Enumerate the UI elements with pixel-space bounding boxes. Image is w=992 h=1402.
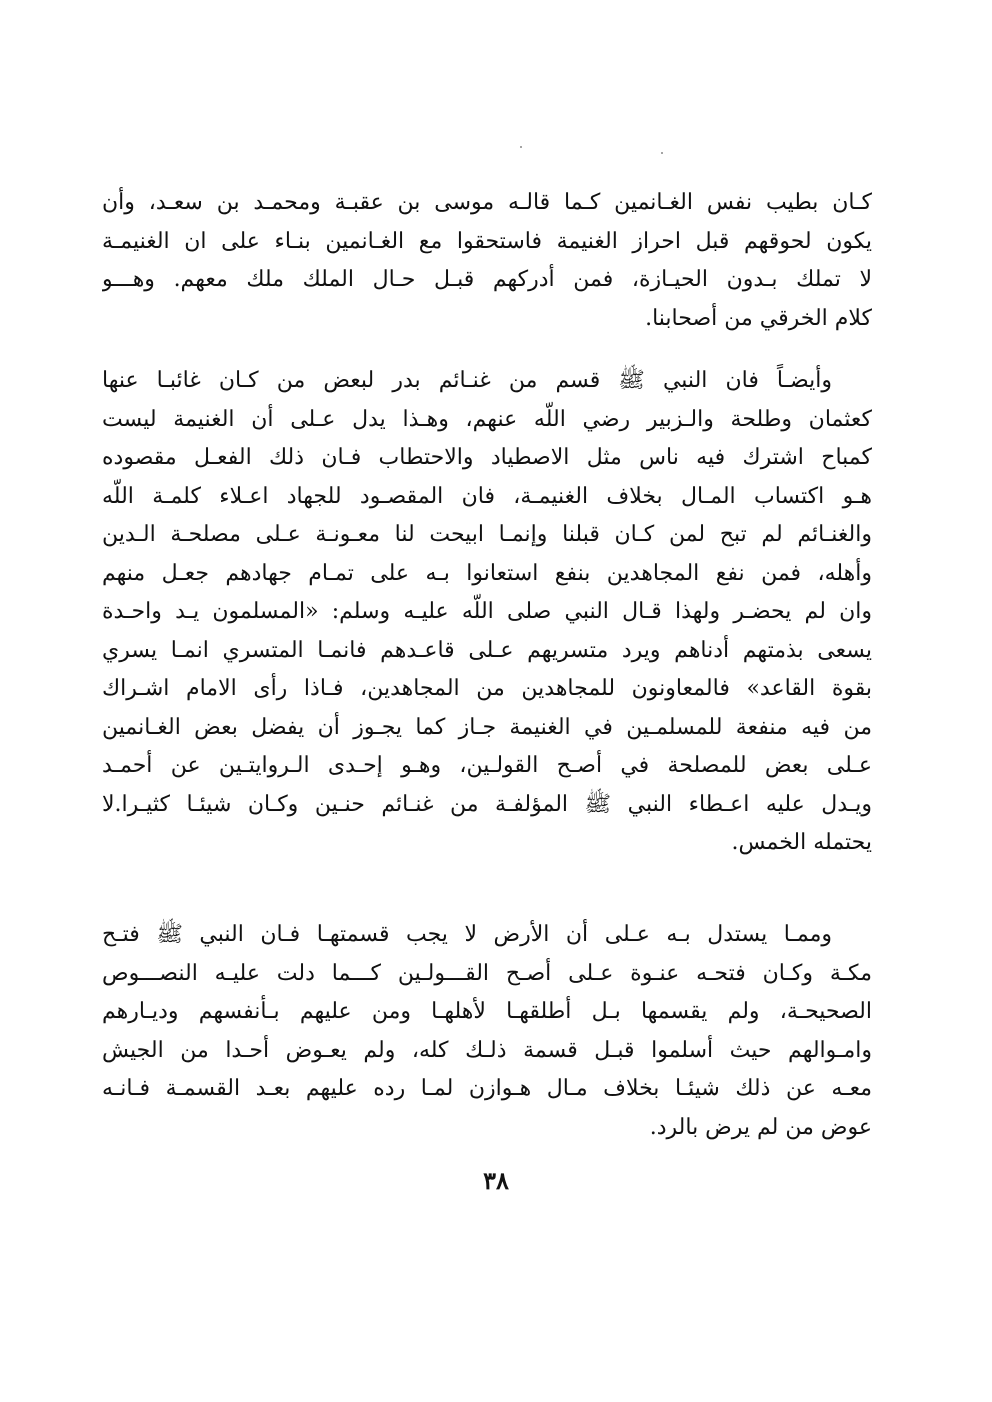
text-line: يكون لحوقهم قبل احراز الغنيمة فاستحقوا مع الغـانمين بنـاء على ان الغنيمـة — [102, 228, 872, 254]
text-line: مكـة وكـان فتحـه عنـوة عـلى أصـح القـــولـين كـــما دلت عليـه النصـــوص — [102, 960, 872, 986]
text-line: وامـوالهم حيث أسلموا قبـل قسمة ذلـك كله، ولم يعـوض أحـدا من الجيش — [102, 1037, 872, 1063]
text-line: وان لم يحضـر ولهذا قـال النبي صلى اللّه عليـه وسلم: «المسلمون يـد واحـدة — [102, 599, 872, 624]
text-line: كلام الخرقي من أصحابنا. — [645, 305, 872, 331]
text-line: يحتمله الخمس. — [731, 830, 872, 855]
paragraph-1 — [102, 184, 872, 338]
text-line: عـلى بعض للمصلحة في أصـح القولـين، وهـو إحـدى الـروايتـين عن أحمـد — [102, 753, 872, 778]
text-line: بقوة القاعد» فالمعاونون للمجاهدين من المجاهدين، فـاذا رأى الامام اشـراك — [102, 676, 872, 701]
text-line: كعثمان وطلحة والـزبير رضي اللّه عنهم، وهـذا يدل عـلى أن الغنيمة ليست — [102, 406, 872, 432]
paragraph-3 — [102, 916, 872, 1147]
text-line: كمباح اشترك فيه ناس مثل الاصطياد والاحتطاب فـان ذلك الفعـل مقصوده — [102, 445, 872, 470]
page-number: ٣٨ — [483, 1166, 509, 1195]
text-line: وأهله، فمن نفع المجاهدين بنفع استعانوا بـه على تمـام جهادهم جعـل منهم — [102, 560, 872, 586]
text-line: عوض من لم يرض بالرد. — [649, 1114, 872, 1140]
scan-speck — [661, 152, 663, 154]
text-line: يسعى بذمتهم أدناهم ويرد متسريهم عـلى قاعـدهم فانمـا المتسري انمـا يسري — [102, 637, 872, 663]
text-line: معـه عن ذلك شيئـا بخلاف مـال هـوازن لمـا رده عليهم بعـد القسمـة فـانـه — [102, 1076, 872, 1101]
text-line: لا تملك بـدون الحيـازة، فمن أدركهم قبـل حـال الملك ملك معهم. وهـــو — [102, 267, 872, 292]
text-line: كـان بطيب نفس الغـانمين كـما قالـه موسى بن عقبـة ومحمـد بن سعـد، وأن — [102, 190, 872, 215]
paragraph-2 — [102, 362, 872, 863]
text-line: والغنـائم لم تبح لمن كـان قبلنا وإنمـا ابيحت لنا معـونـة عـلى مصلحـة الـدين — [102, 522, 872, 547]
text-line: من فيه منفعة للمسلمـين في الغنيمة جـاز كما يجـوز أن يفضل بعض الغـانمين — [102, 714, 872, 740]
text-line: وممـا يستدل بـه عـلى أن الأرض لا يجب قسمتهـا فـان النبي ﷺ فتـح — [102, 922, 832, 947]
scan-speck — [520, 146, 522, 148]
text-line: وأيضـاً فان النبي ﷺ قسم من غنـائم بدر لبعض من كـان غائبـا عنها — [102, 368, 832, 393]
text-line: ويـدل عليه اعـطاء النبي ﷺ المؤلفـة من غنـائم حنـين وكـان شيئـا كثيـرا.لا — [102, 791, 872, 817]
text-line: هـو اكتساب المـال بخلاف الغنيمـة، فان المقصـود للجهاد اعـلاء كلمـة اللّه — [102, 483, 872, 509]
text-line: الصحيحـة، ولم يقسمها بـل أطلقهـا لأهلهـا ومن عليهم بـأنفسهم وديـارهم — [102, 999, 872, 1024]
